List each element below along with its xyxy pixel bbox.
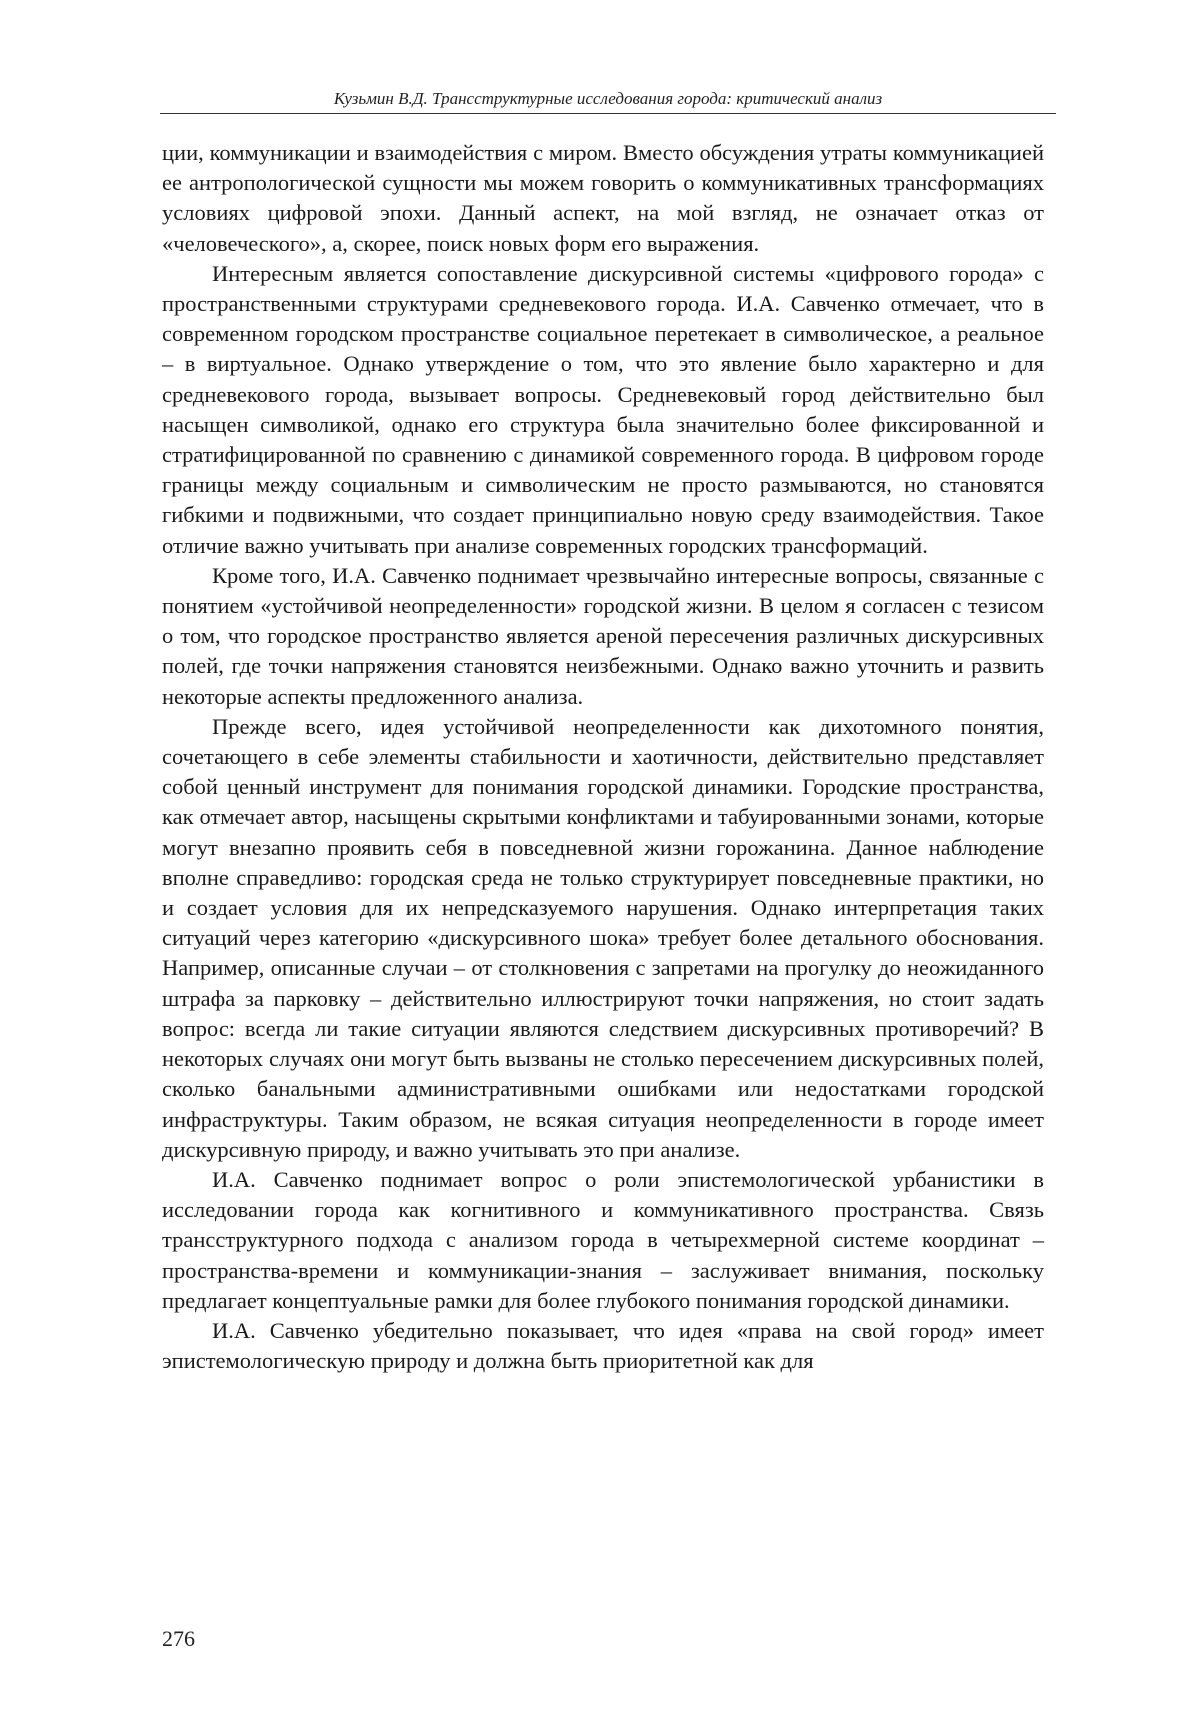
paragraph-5: И.А. Савченко поднимает вопрос о роли эпистемологической урбанистики в исследовании города как когнитивного и коммуникативного пространства. Связь трансструктурного подхода с анализом города в четырехмерной системе координат – пространства-времени и коммуникации-знания – заслуживает внимания, поскольку предлагает концептуальные рамки для более глубокого понимания городской динамики. xyxy=(162,1166,1044,1313)
header-rule xyxy=(160,113,1056,114)
paragraph-4: Прежде всего, идея устойчивой неопределенности как дихотомного понятия, сочетающего в себе элементы стабильности и хаотичности, действительно представляет собой ценный инструмент для понимания городской динамики. Городские пространства, как отмечает автор, насыщены скрытыми конфликтами и табуированными зонами, которые могут внезапно проявить себя в повседневной жизни горожанина. Данное наблюдение вполне справедливо: городская среда не только структурирует повседневные практики, но и создает условия для их непредсказуемого нарушения. Однако интерпретация таких ситуаций через категорию «дискурсивного шока» требует более детального обоснования. Например, описанные случаи – от столкновения с запретами на прогулку до неожиданного штрафа за парковку – действительно иллюстрируют точки напряжения, но стоит задать вопрос: всегда ли такие ситуации являются следствием дискурсивных противоречий? В некоторых случаях они могут быть вызваны не столько пересечением дискурсивных полей, сколько банальными административными ошибками или недостатками городской инфраструктуры. Таким образом, не всякая ситуация неопределенности в городе имеет дискурсивную природу, и важно учитывать это при анализе. xyxy=(162,713,1044,1162)
running-header: Кузьмин В.Д. Трансструктурные исследования города: критический анализ xyxy=(333,89,883,108)
paragraph-6: И.А. Савченко убедительно показывает, что идея «права на свой город» имеет эпистемологическую природу и должна быть приоритетной как для xyxy=(162,1317,1044,1374)
paragraph-3: Кроме того, И.А. Савченко поднимает чрезвычайно интересные вопросы, связанные с понятием «устойчивой неопределенности» городской жизни. В целом я согласен с тезисом о том, что городское пространство является ареной пересечения различных дискурсивных полей, где точки напряжения становятся неизбежными. Однако важно уточнить и развить некоторые аспекты предложенного анализа. xyxy=(162,562,1044,709)
page-body xyxy=(162,138,1044,1376)
page-number: 276 xyxy=(162,1626,195,1651)
paragraph-2: Интересным является сопоставление дискурсивной системы «цифрового города» с пространственными структурами средневекового города. И.А. Савченко отмечает, что в современном городском пространстве социальное перетекает в символическое, а реальное – в виртуальное. Однако утверждение о том, что это явление было характерно и для средневекового города, вызывает вопросы. Средневековый город действительно был насыщен символикой, однако его структура была значительно более фиксированной и стратифицированной по сравнению с динамикой современного города. В цифровом городе границы между социальным и символическим не просто размываются, но становятся гибкими и подвижными, что создает принципиально новую среду взаимодействия. Такое отличие важно учитывать при анализе современных городских трансформаций. xyxy=(162,260,1044,558)
paragraph-1: ции, коммуникации и взаимодействия с миром. Вместо обсуждения утраты коммуникацией ее антропологической сущности мы можем говорить о коммуникативных трансформациях условиях цифровой эпохи. Данный аспект, на мой взгляд, не означает отказ от «человеческого», а, скорее, поиск новых форм его выражения. xyxy=(162,140,1044,256)
